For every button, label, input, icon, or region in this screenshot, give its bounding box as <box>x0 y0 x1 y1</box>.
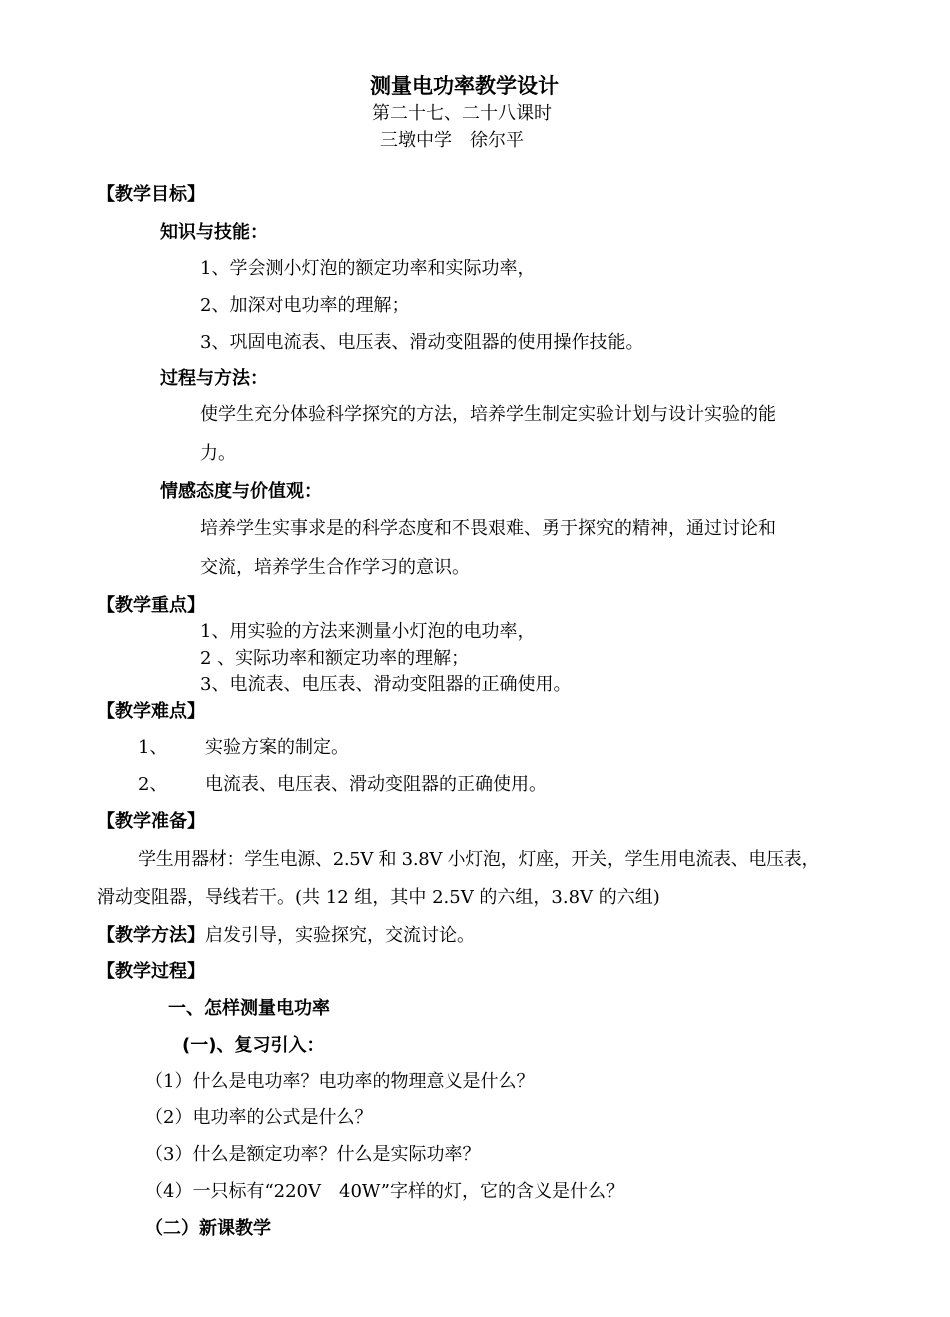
knowledge-item-3: 3、巩固电流表、电压表、滑动变阻器的使用操作技能。 <box>200 332 644 353</box>
difficulty-item-1 <box>138 737 349 759</box>
method-text: 启发引导，实验探究，交流讨论。 <box>205 925 475 946</box>
teaching-process-heading: 【教学过程】 <box>97 961 205 982</box>
preparation-line-1: 学生用器材：学生电源、2.5V 和 3.8V 小灯泡，灯座，开关，学生用电流表、电压表， <box>138 849 820 870</box>
question-3: （3）什么是额定功率？什么是实际功率？ <box>145 1144 481 1165</box>
difficulty-text-1: 实验方案的制定。 <box>205 737 349 758</box>
knowledge-item-1: 1、学会测小灯泡的额定功率和实际功率， <box>200 258 536 279</box>
method-line <box>97 925 475 947</box>
process-line-2: 力。 <box>200 443 236 464</box>
question-2: （2）电功率的公式是什么？ <box>145 1107 373 1128</box>
preparation-heading: 【教学准备】 <box>97 811 205 832</box>
page-subtitle: 第二十七、二十八课时 <box>372 103 552 124</box>
key-point-3: 3、电流表、电压表、滑动变阻器的正确使用。 <box>200 674 572 695</box>
new-lesson-heading: （二）新课教学 <box>145 1218 271 1239</box>
preparation-line-2: 滑动变阻器，导线若干。(共 12 组，其中 2.5V 的六组，3.8V 的六组) <box>97 887 660 908</box>
key-point-1: 1、用实验的方法来测量小灯泡的电功率， <box>200 621 536 642</box>
question-4: （4）一只标有“220V 40W”字样的灯，它的含义是什么？ <box>145 1181 624 1202</box>
emotion-line-1: 培养学生实事求是的科学态度和不畏艰难、勇于探究的精神，通过讨论和 <box>200 518 776 539</box>
difficulty-num-1: 1、 <box>138 737 168 758</box>
part-1-heading: 一、怎样测量电功率 <box>168 998 330 1019</box>
knowledge-item-2: 2、加深对电功率的理解； <box>200 295 410 316</box>
emotion-line-2: 交流，培养学生合作学习的意识。 <box>200 557 470 578</box>
method-heading: 【教学方法】 <box>97 925 205 946</box>
key-points-heading: 【教学重点】 <box>97 595 205 616</box>
process-line-1: 使学生充分体验科学探究的方法，培养学生制定实验计划与设计实验的能 <box>200 404 776 425</box>
process-heading: 过程与方法： <box>160 368 268 389</box>
difficulties-heading: 【教学难点】 <box>97 701 205 722</box>
objectives-heading: 【教学目标】 <box>97 184 205 205</box>
knowledge-heading: 知识与技能： <box>160 222 268 243</box>
difficulty-item-2 <box>138 774 547 796</box>
question-1: （1）什么是电功率？电功率的物理意义是什么？ <box>145 1071 535 1092</box>
author-line: 三墩中学 徐尔平 <box>380 130 524 151</box>
emotion-heading: 情感态度与价值观： <box>160 481 322 502</box>
difficulty-text-2: 电流表、电压表、滑动变阻器的正确使用。 <box>205 774 547 795</box>
page-title: 测量电功率教学设计 <box>370 74 559 98</box>
key-point-2: 2 、实际功率和额定功率的理解； <box>200 648 470 669</box>
difficulty-num-2: 2、 <box>138 774 168 795</box>
review-heading: (一)、复习引入： <box>182 1035 325 1056</box>
